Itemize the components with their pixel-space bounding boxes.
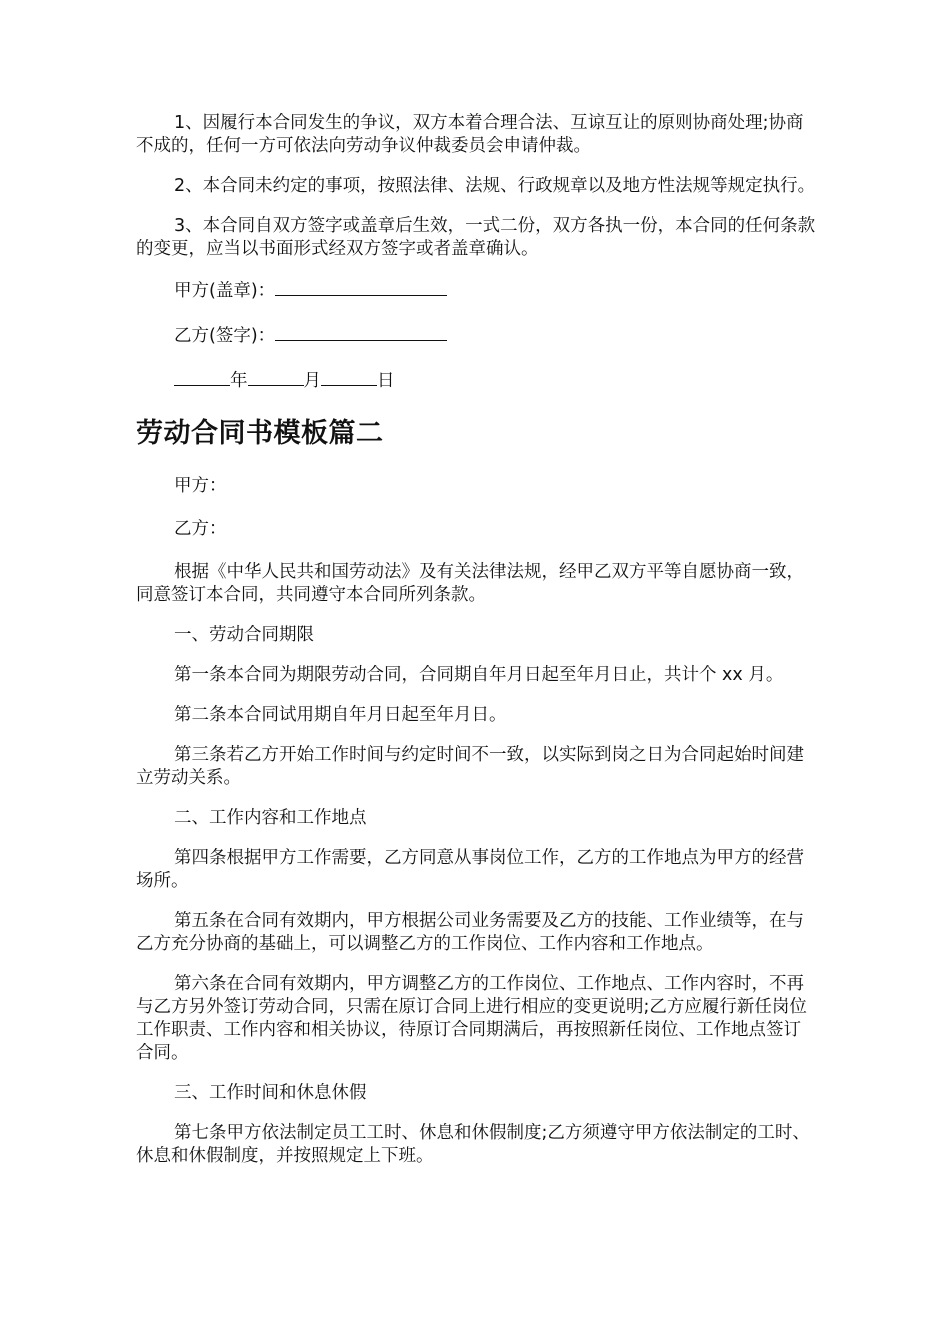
document-page (136, 112, 816, 1185)
party-b-signature-line (174, 323, 816, 348)
article-2: 第二条本合同试用期自年月日起至年月日。 (174, 705, 507, 725)
month-blank (248, 368, 304, 386)
heading-work-content-location: 二、工作内容和工作地点 (174, 808, 367, 828)
article-7: 第七条甲方依法制定员工工时、休息和休假制度;乙方须遵守甲方依法制定的工时、休息和休假制度，并按照规定上下班。 (136, 1123, 810, 1166)
party-a-seal-blank (275, 278, 447, 296)
year-label: 年 (230, 371, 248, 391)
party-b-sign-blank (275, 323, 447, 341)
party-a-line: 甲方： (174, 476, 227, 496)
clause-effective: 3、本合同自双方签字或盖章后生效，一式二份，双方各执一份，本合同的任何条款的变更，应当以书面形式经双方签字或者盖章确认。 (136, 216, 816, 259)
heading-contract-term: 一、劳动合同期限 (174, 625, 314, 645)
clause-unspecified: 2、本合同未约定的事项，按照法律、法规、行政规章以及地方性法规等规定执行。 (174, 176, 816, 196)
month-label: 月 (303, 371, 321, 391)
party-a-seal-label: 甲方(盖章)： (174, 281, 276, 301)
day-blank (321, 368, 377, 386)
party-b-line: 乙方： (174, 519, 227, 539)
article-6: 第六条在合同有效期内，甲方调整乙方的工作岗位、工作地点、工作内容时，不再与乙方另外签订劳动合同，只需在原订合同上进行相应的变更说明;乙方应履行新任岗位工作职责、工作内容和相关协议，待原订合同期满后，再按照新任岗位、工作地点签订合同。 (136, 974, 807, 1063)
article-1: 第一条本合同为期限劳动合同，合同期自年月日起至年月日止，共计个 xx 月。 (174, 665, 784, 685)
day-label: 日 (377, 371, 395, 391)
party-b-sign-label: 乙方(签字)： (174, 326, 276, 346)
section-title: 劳动合同书模板篇二 (136, 418, 384, 449)
article-3: 第三条若乙方开始工作时间与约定时间不一致，以实际到岗之日为合同起始时间建立劳动关系。 (136, 745, 804, 788)
intro-paragraph: 根据《中华人民共和国劳动法》及有关法律法规，经甲乙双方平等自愿协商一致，同意签订本合同，共同遵守本合同所列条款。 (136, 562, 804, 605)
article-5: 第五条在合同有效期内，甲方根据公司业务需要及乙方的技能、工作业绩等，在与乙方充分协商的基础上，可以调整乙方的工作岗位、工作内容和工作地点。 (136, 911, 804, 954)
party-a-signature-line (174, 278, 816, 303)
clause-dispute: 1、因履行本合同发生的争议，双方本着合理合法、互谅互让的原则协商处理;协商不成的，任何一方可依法向劳动争议仲裁委员会申请仲裁。 (136, 113, 804, 156)
article-4: 第四条根据甲方工作需要，乙方同意从事岗位工作，乙方的工作地点为甲方的经营场所。 (136, 848, 804, 891)
date-line (174, 368, 816, 393)
year-blank (174, 368, 230, 386)
heading-working-hours-leave: 三、工作时间和休息休假 (174, 1083, 367, 1103)
